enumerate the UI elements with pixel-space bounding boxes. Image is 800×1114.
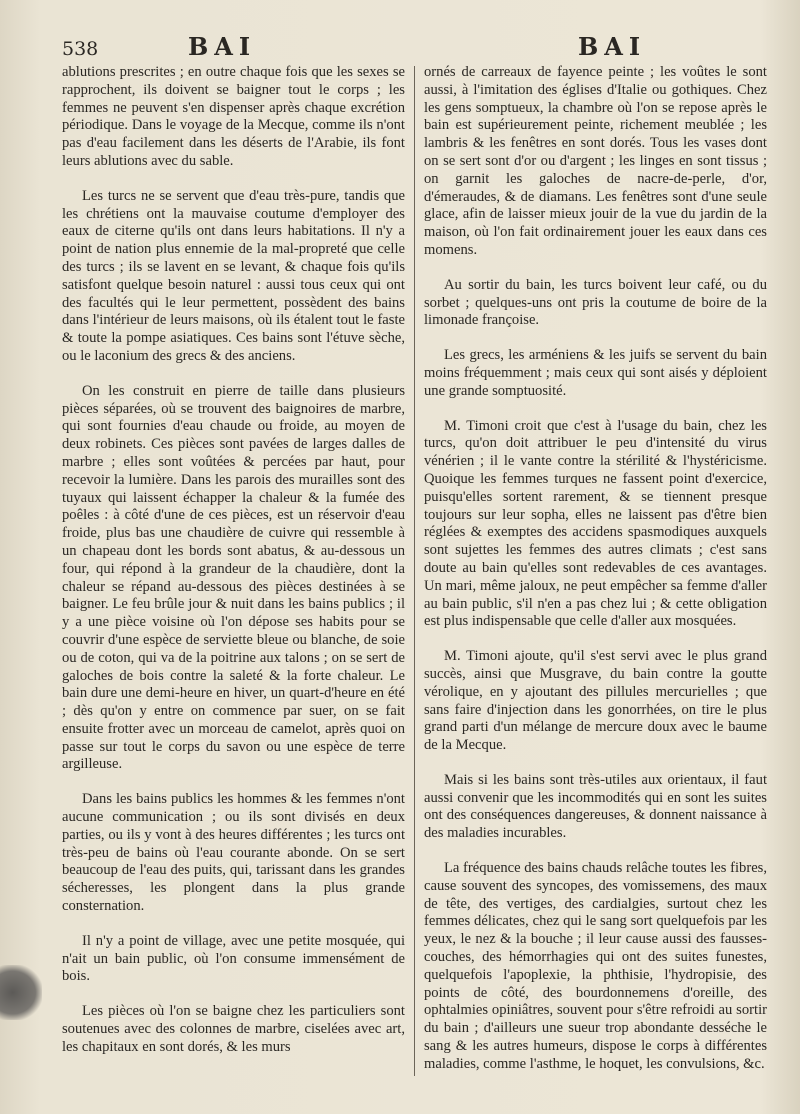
paragraph: M. Timoni croit que c'est à l'usage du bain, chez les turcs, qu'on doit attribuer le peu d'intensité du virus vénérien ; il le vante contre la stérilité & l'hystéricisme. Quoique les femmes turques ne fassent point d'exercice, puisqu'elles sortent rarement, & se tiennent presque toujours sur leur sopha, elles ne laissent pas d'être bien réglées & exemptes des accidens spasmodiques auxquels sont sujettes les femmes des autres climats ; c'est sans doute au bain qu'elles sont redevables de ces avantages. Un mari, même jaloux, ne peut empêcher sa femme d'aller au bain public, s'il n'en a pas chez lui ; & cette obligation est plus indispensable que celle d'aller aux mosquées. xyxy=(424,417,767,630)
right-column xyxy=(424,64,767,1091)
page-number: 538 xyxy=(62,38,99,60)
ink-stain xyxy=(0,965,42,1020)
paragraph: Dans les bains publics les hommes & les femmes n'ont aucune communication ; ou ils sont divisés en deux parties, ou ils y vont à des heures différentes ; les turcs ont très-peu de bains où l'eau courante abonde. On se sert beaucoup de l'eau des puits, qui, tarissant dans les grandes sécheresses, les plongent dans la plus grande consternation. xyxy=(62,791,405,915)
paragraph: On les construit en pierre de taille dans plusieurs pièces séparées, où se trouvent des baignoires de marbre, qui sont fournies d'eau chaude ou froide, au moyen de deux robinets. Ces pièces sont pavées de larges dalles de marbre ; elles sont voûtées & percées par haut, pour recevoir la lumière. Dans les parois des murailles sont des tuyaux qui laissent échapper la chaleur & la fumée des poêles : à côté d'une de ces pièces, est un réservoir d'eau froide, plus bas une chaudière de cuivre qui ressemble à un chapeau dont les bords sont abatus, & au-dessous un four, qui répond à la grandeur de la chaudière, dont la chaleur se répand au-dessous des pièces destinées à se baigner. Le feu brûle jour & nuit dans les bains publics ; il y a une pièce voisine où l'on dépose ses habits pour se couvrir d'une espèce de serviette bleue ou blanche, de soie ou de coton, qui va de la poitrine aux talons ; on se sert de galoches de bois contre la saleté & la forte chaleur. Le bain dure une demi-heure en hiver, un quart-d'heure en été ; dès qu'on y entre on commence par suer, on se fait ensuite frotter avec un morceau de camelot, après quoi on passe sur tout le corps du savon ou une espèce de terre argilleuse. xyxy=(62,382,405,773)
paragraph: Les grecs, les arméniens & les juifs se servent du bain moins fréquemment ; mais ceux qui sont aisés y déploient une grande somptuosité. xyxy=(424,347,767,399)
paragraph: Au sortir du bain, les turcs boivent leur café, ou du sorbet ; quelques-uns ont pris la coutume de boire de la limonade françoise. xyxy=(424,276,767,329)
paragraph: M. Timoni ajoute, qu'il s'est servi avec le plus grand succès, ainsi que Musgrave, du bain contre la goutte vérolique, en y ajoutant des pillules mercurielles ; que sans faire d'injection dans les gonorrhées, on tire le plus grand parti d'un mélange de mercure doux avec le baume de la Mecque. xyxy=(424,648,767,754)
page-header xyxy=(0,30,800,62)
paragraph: La fréquence des bains chauds relâche toutes les fibres, cause souvent des syncopes, des vomissemens, des maux de tête, des vertiges, des cardialgies, surtout chez les femmes délicates, chez qui le sang sort quelquefois par les yeux, le nez & la bouche ; il leur cause aussi des fausses-couches, des hémorrhagies qui ont des suites funestes, quelquefois l'apoplexie, la phthisie, l'hydropisie, des points de côté, des bourdonnemens d'oreille, des ophtalmies opiniâtres, souvent pour s'être refroidi au sortir du bain ; d'ailleurs une sueur trop abondante desséche le sang & les autres humeurs, dispose le corps à différentes maladies, comme l'asthme, le hoquet, les convulsions, &c. xyxy=(424,860,767,1072)
column-divider xyxy=(414,66,415,1076)
paragraph: Les pièces où l'on se baigne chez les particuliers sont soutenues avec des colonnes de marbre, ciselées avec art, les chapitaux en sont dorés, & les murs xyxy=(62,1003,405,1055)
paragraph: Il n'y a point de village, avec une petite mosquée, qui n'ait un bain public, où l'on consume immensément de bois. xyxy=(62,932,405,985)
paragraph: ornés de carreaux de fayence peinte ; les voûtes le sont aussi, à l'imitation des églises d'Italie ou gothiques. Chez les gens somptueux, la chambre où l'on se repose après le bain est supérieurement peinte, richement meublée ; les lambris & les fenêtres en sont dorés. Tous les vases dont on se sert sont d'or ou d'argent ; les linges en sont tissus ; on garnit les galoches de nacre-de-perle, d'or, d'émeraudes, & de diamans. Les fenêtres sont d'une seule glace, afin de laisser mieux jouir de la vue du jardin de la maison, où l'on fait ordinairement jouer les eaux dans ces momens. xyxy=(424,64,767,258)
running-head-left: BAI xyxy=(188,32,257,61)
left-column xyxy=(62,64,405,1074)
paragraph: Les turcs ne se servent que d'eau très-pure, tandis que les chrétiens ont la mauvaise coutume d'employer des eaux de citerne qu'ils ont dans leurs habitations. Il n'y a point de nation plus ennemie de la mal-propreté que celle des turcs ; ils se lavent en se levant, & chaque fois qu'ils satisfont quelque besoin naturel : aussi tous ceux qui ont des facultés qui le leur permettent, possèdent des bains dans l'intérieur de leurs maisons, où ils étalent tout le faste & toute la pompe asiatiques. Ces bains sont l'étuve sèche, ou le laconium des grecs & des anciens. xyxy=(62,187,405,364)
paragraph: ablutions prescrites ; en outre chaque fois que les sexes se rapprochent, ils doivent se baigner tout le corps ; les femmes ne peuvent s'en dispenser après chaque excrétion périodique. Dans le voyage de la Mecque, comme ils n'ont pas d'eau facilement dans les déserts de l'Arabie, ils font leurs ablutions avec du sable. xyxy=(62,64,405,169)
paragraph: Mais si les bains sont très-utiles aux orientaux, il faut aussi convenir que les incommodités qui en sont les suites ont des conséquences dangereuses, & donnent naissance à des maladies incurables. xyxy=(424,771,767,842)
running-head-right: BAI xyxy=(578,32,647,61)
